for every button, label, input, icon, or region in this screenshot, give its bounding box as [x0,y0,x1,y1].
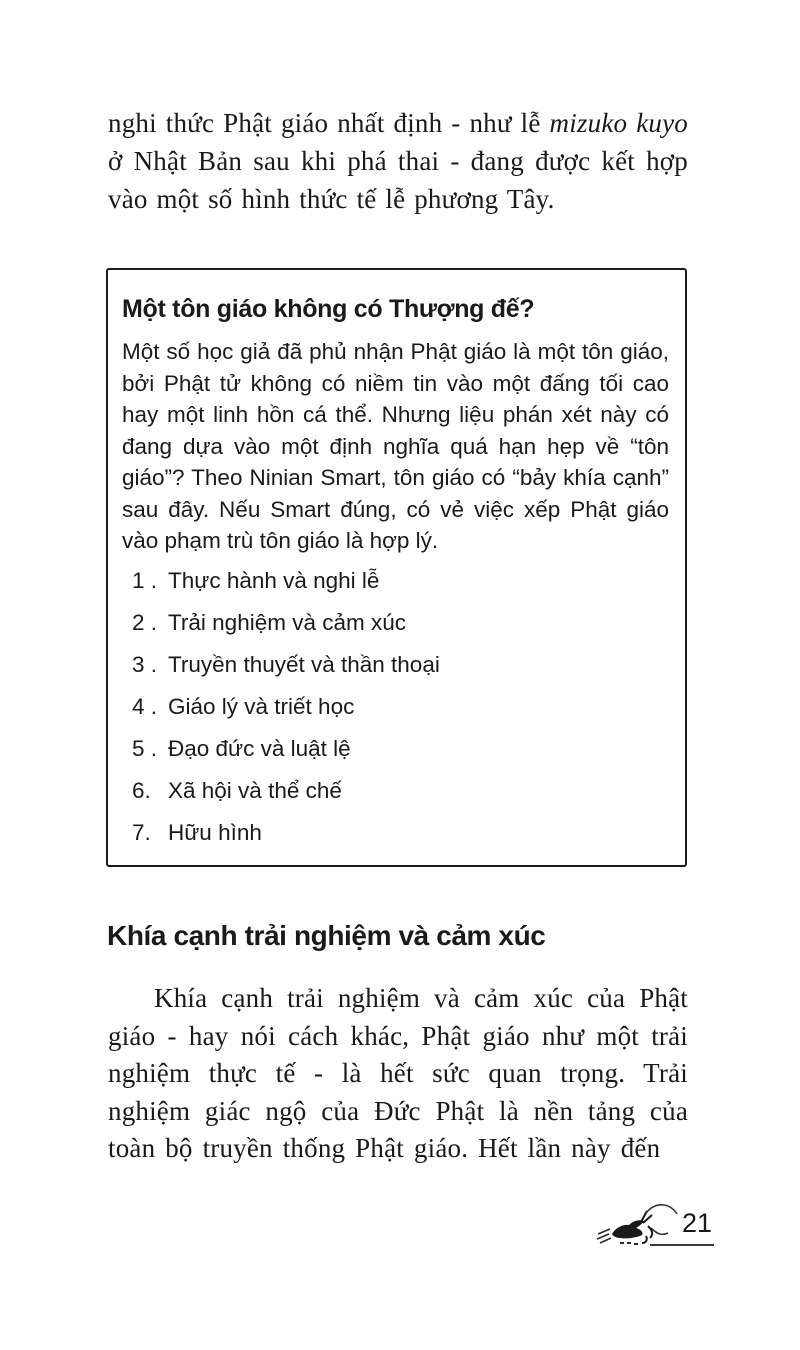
page-number-underline [650,1244,714,1246]
list-item-number: 2 . [132,609,158,635]
list-item-number: 6. [132,777,151,803]
page-number: 21 [682,1208,713,1238]
list-item [132,610,669,636]
list-item-label: Thực hành và nghi lễ [168,567,380,593]
intro-text-start: nghi thức Phật giáo nhất định - như lễ [108,108,550,138]
list-item [132,736,669,762]
list-item-label: Xã hội và thể chế [168,777,342,803]
intro-text-end: ở Nhật Bản sau khi phá thai - đang được kết hợp vào một số hình thức tế lễ phương Tây. [108,146,688,214]
list-item-label: Giáo lý và triết học [168,693,355,719]
list-item-label: Đạo đức và luật lệ [168,735,351,761]
list-item-label: Trải nghiệm và cảm xúc [168,609,406,635]
list-item [132,652,669,678]
body-paragraph: Khía cạnh trải nghiệm và cảm xúc của Phật giáo - hay nói cách khác, Phật giáo như một trải nghiệm thực tế - là hết sức quan trọng. Trải nghiệm giác ngộ của Đức Phật là nền tảng của toàn bộ truyền thống Phật giáo. Hết lần này đến [108,983,688,1163]
seven-aspects-list [122,568,669,846]
list-item-number: 5 . [132,735,158,761]
list-item [132,568,669,594]
intro-paragraph [108,104,688,218]
page-footer [596,1196,726,1252]
italic-term-mizuko-kuyo: mizuko kuyo [549,108,688,138]
sidebar-info-box [106,268,687,867]
running-hare-sketch-icon [596,1198,688,1250]
list-item [132,694,669,720]
list-item-number: 7. [132,819,151,845]
list-item-label: Truyền thuyết và thần thoại [168,651,440,677]
box-body-text: Một số học giả đã phủ nhận Phật giáo là một tôn giáo, bởi Phật tử không có niềm tin vào một đấng tối cao hay một linh hồn cá thể. Nhưng liệu phán xét này có đang dựa vào một định nghĩa quá hạn hẹp về “tôn giáo”? Theo Ninian Smart, tôn giáo có “bảy khía cạnh” sau đây. Nếu Smart đúng, có vẻ việc xếp Phật giáo vào phạm trù tôn giáo là hợp lý. [122,339,669,553]
section-heading: Khía cạnh trải nghiệm và cảm xúc [107,920,546,951]
list-item-label: Hữu hình [168,819,262,845]
box-title: Một tôn giáo không có Thượng đế? [122,295,535,323]
list-item-number: 4 . [132,693,158,719]
list-item-number: 1 . [132,567,158,593]
list-item [132,778,669,804]
list-item-number: 3 . [132,651,158,677]
list-item [132,820,669,846]
